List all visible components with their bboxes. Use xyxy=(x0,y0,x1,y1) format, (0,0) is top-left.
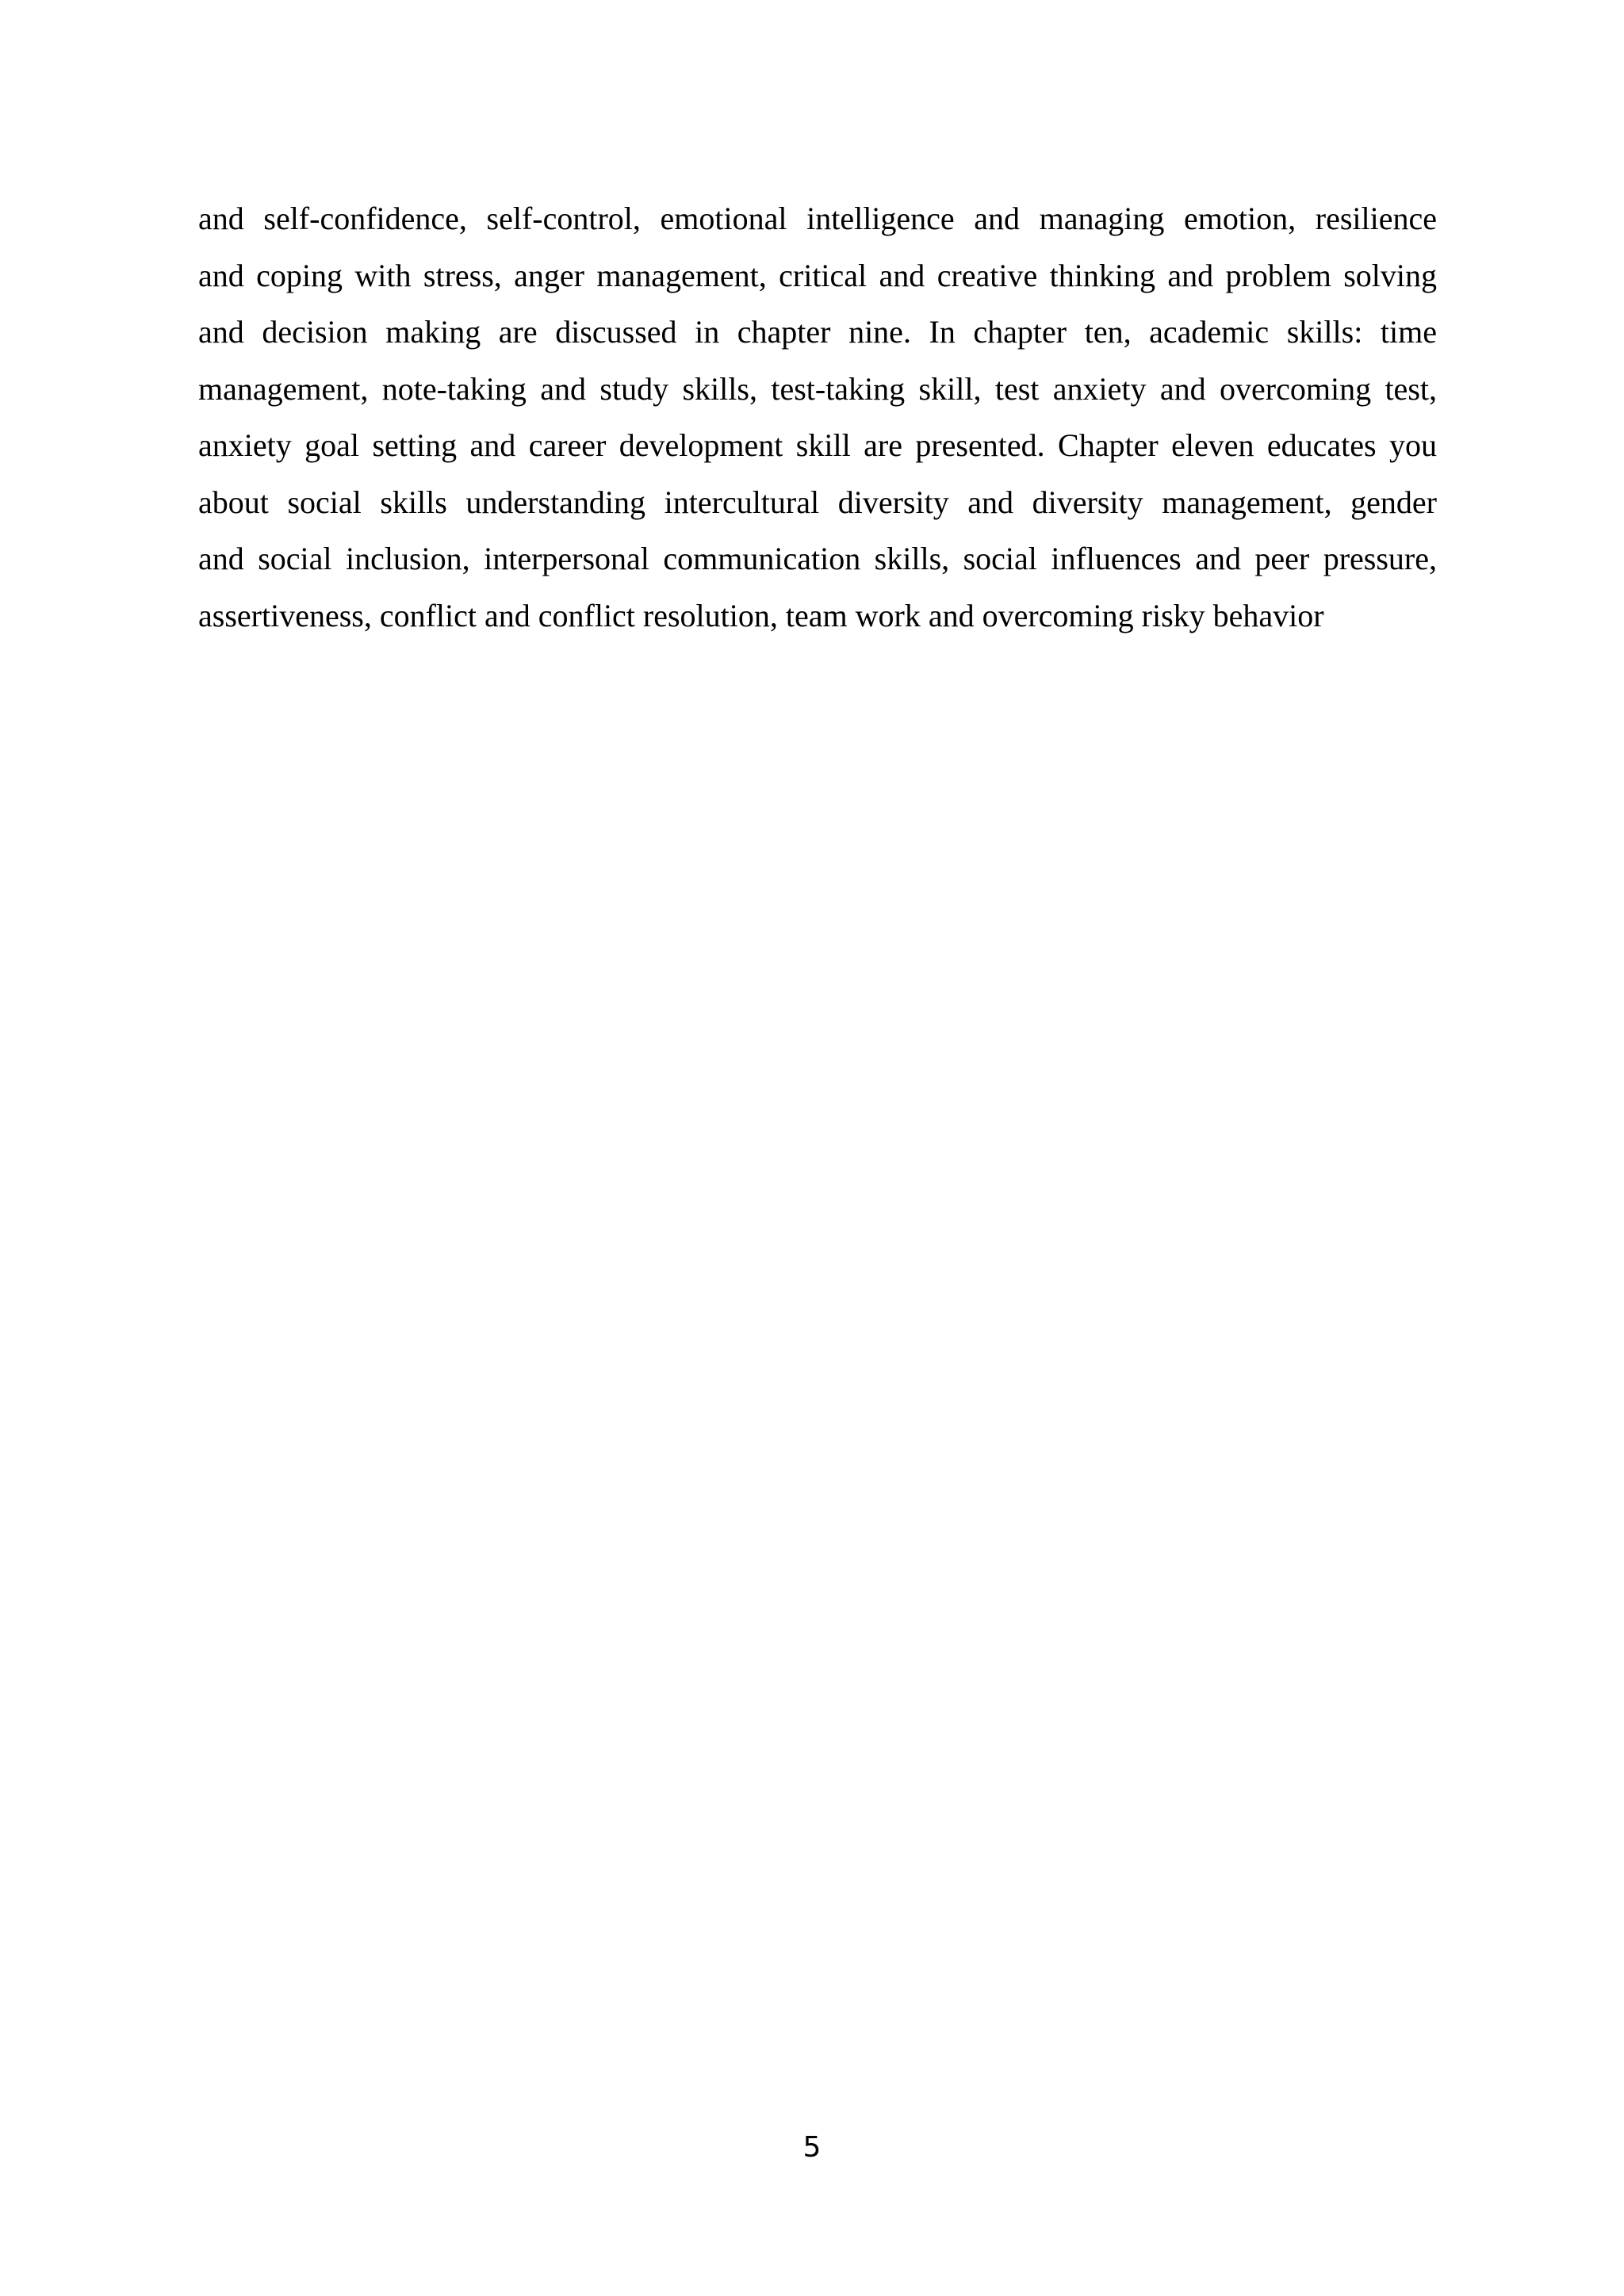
body-paragraph xyxy=(198,190,1437,644)
paragraph-line: and social inclusion, interpersonal communication skills, social influences and peer pressure, xyxy=(198,541,1437,576)
page-number: 5 xyxy=(802,2131,822,2164)
paragraph-line: and decision making are discussed in chapter nine. In chapter ten, academic skills: time xyxy=(198,314,1437,350)
paragraph-line: about social skills understanding intercultural diversity and diversity management, gender xyxy=(198,484,1437,520)
paragraph-line: anxiety goal setting and career development skill are presented. Chapter eleven educates you xyxy=(198,427,1437,463)
paragraph-line: and self-confidence, self-control, emotional intelligence and managing emotion, resilience xyxy=(198,201,1437,236)
paragraph-line: and coping with stress, anger management, critical and creative thinking and problem solving xyxy=(198,257,1437,293)
paragraph-line: assertiveness, conflict and conflict resolution, team work and overcoming risky behavior xyxy=(198,597,1324,633)
paragraph-line: management, note-taking and study skills, test-taking skill, test anxiety and overcoming test, xyxy=(198,370,1437,407)
